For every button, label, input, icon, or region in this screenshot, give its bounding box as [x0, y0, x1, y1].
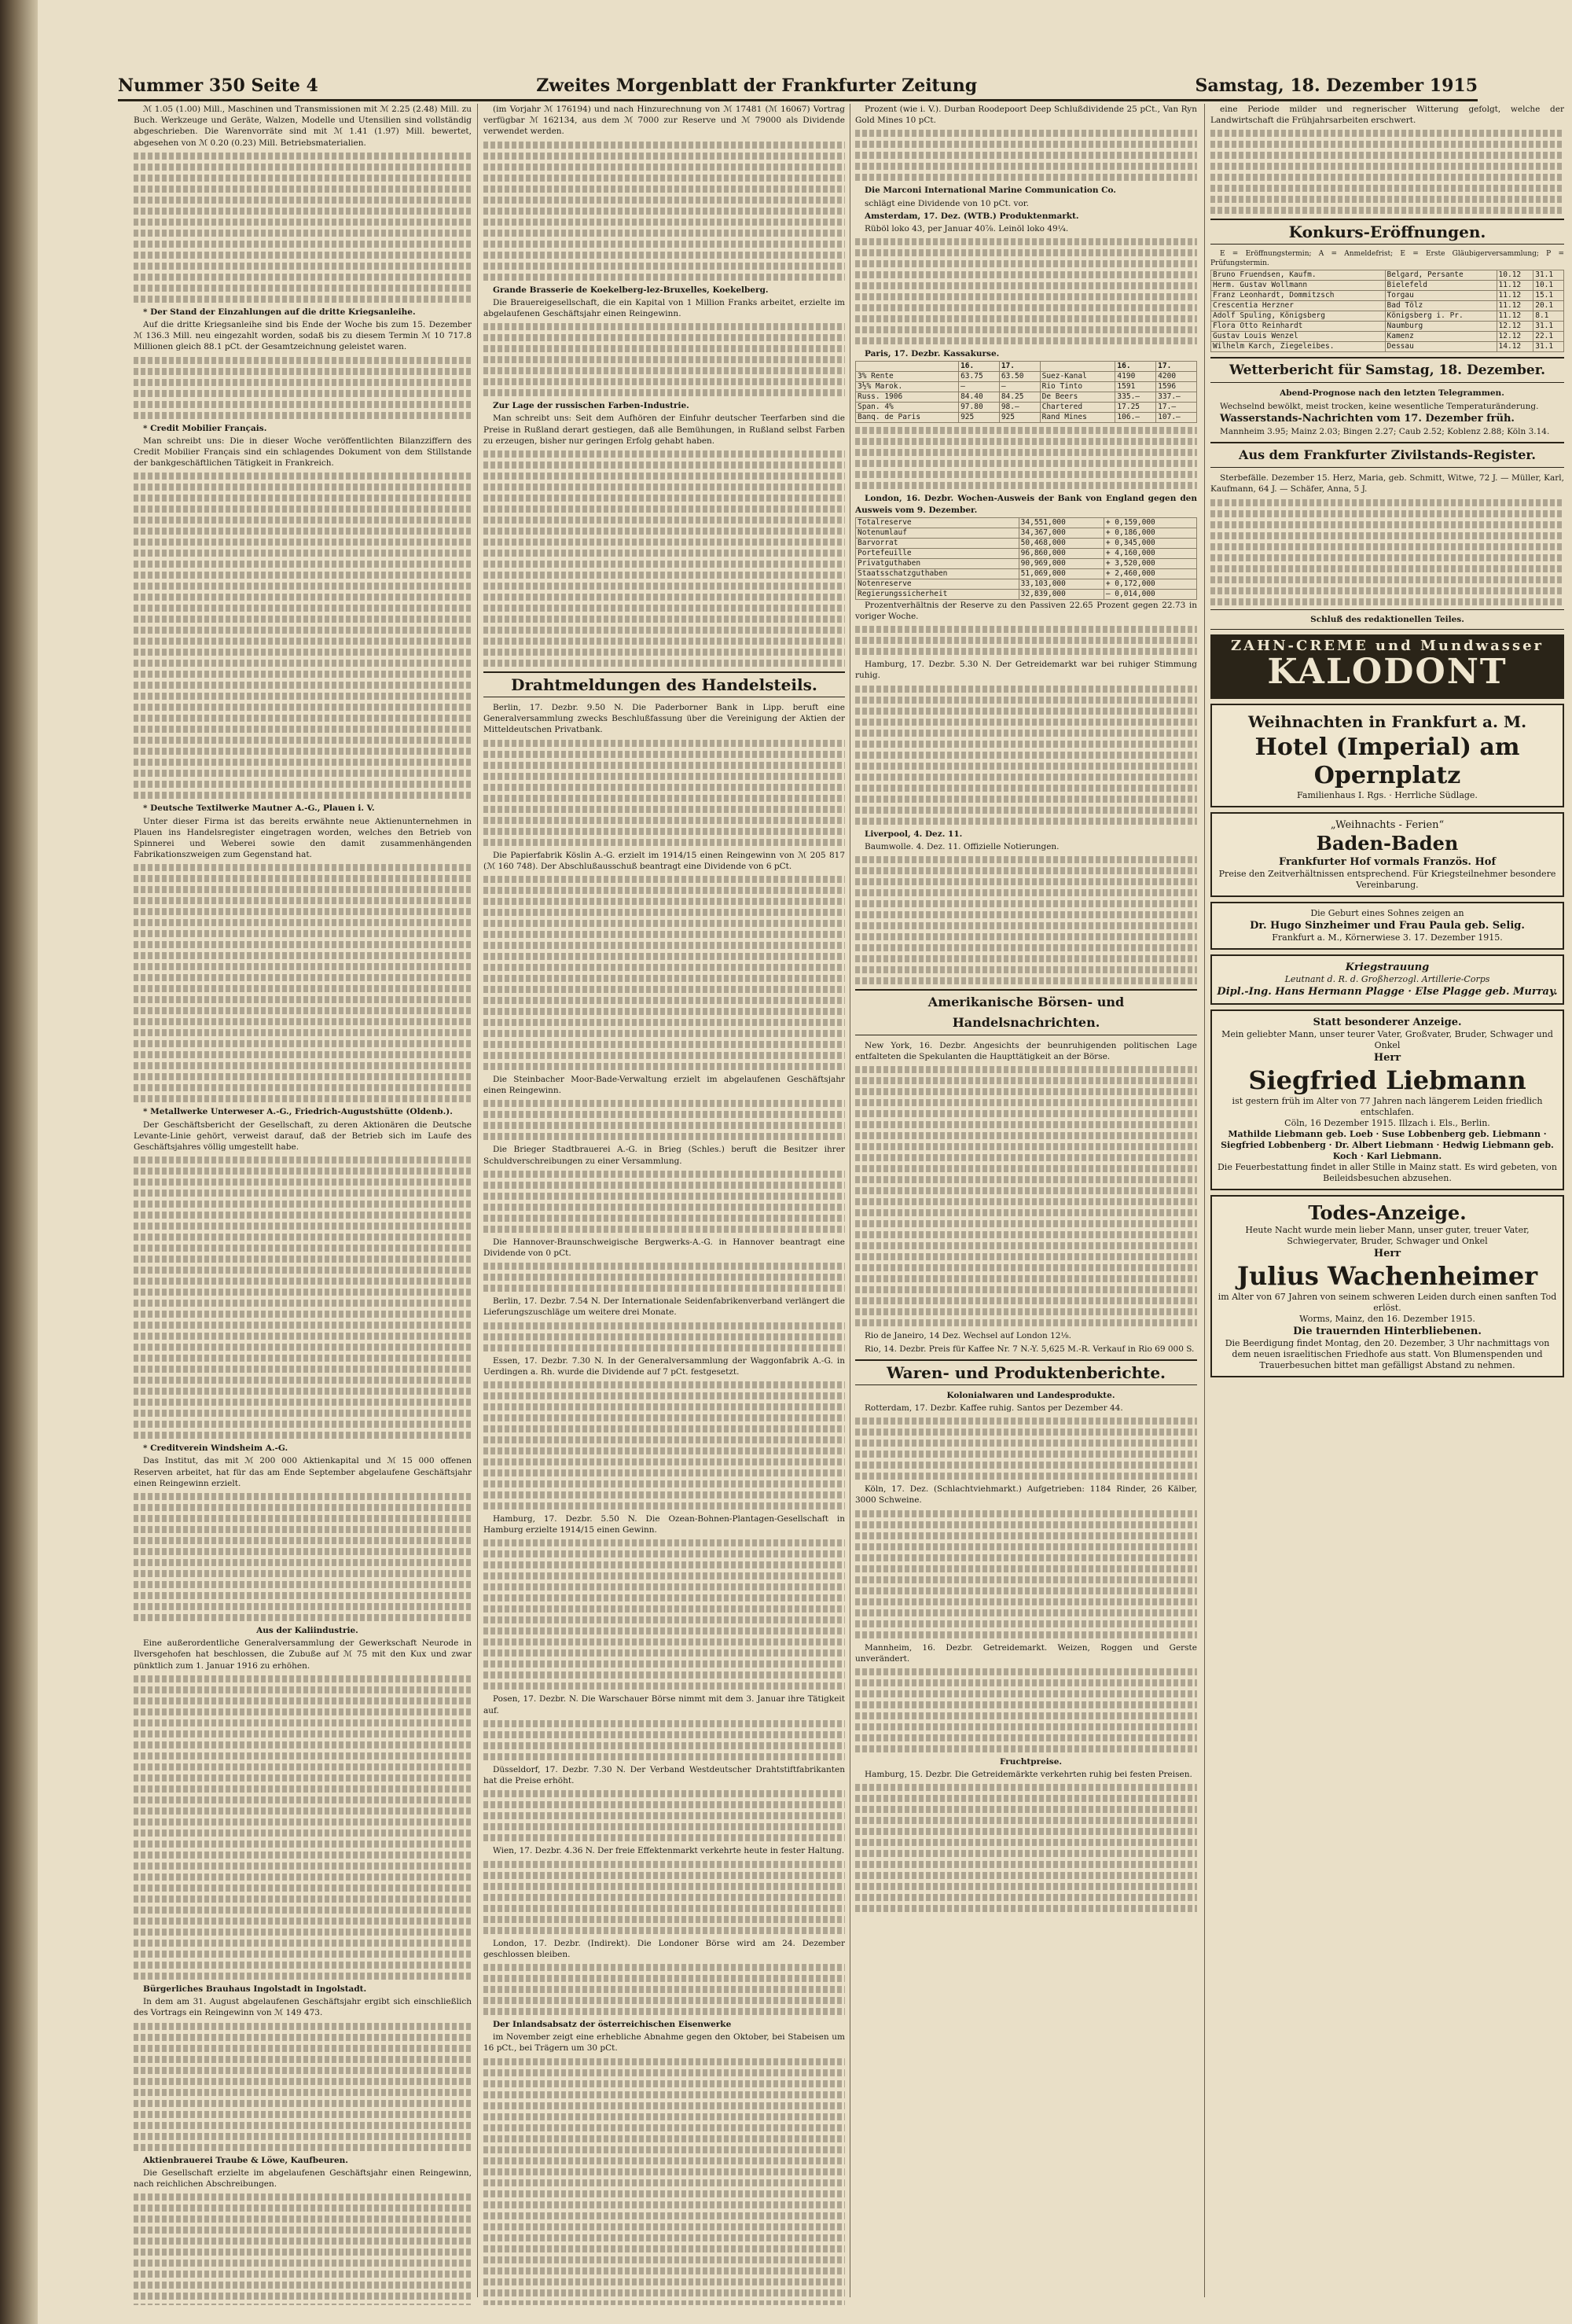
table-header-cell: 17. [1156, 362, 1197, 372]
article-text: Die Brieger Stadtbrauerei A.-G. in Brieg (Schles.) beruft die Besitzer ihrer Schuldverschreibungen zu einer Versammlung. [483, 1145, 845, 1166]
table-cell: 4190 [1115, 372, 1156, 382]
column-rule [477, 104, 478, 2297]
section-heading: Amerikanische Börsen- und Handelsnachrichten. [855, 989, 1197, 1035]
section-heading: Drahtmeldungen des Handelsteils. [483, 671, 845, 697]
table-cell: 98.— [999, 403, 1040, 413]
article-text: Rio de Janeiro, 14 Dez. Wechsel auf London 12⅛. [865, 1331, 1071, 1341]
table-cell: 10.12 [1497, 270, 1533, 281]
article-text: schlägt eine Dividende von 10 pCt. vor. [865, 198, 1030, 208]
text-block [483, 1790, 845, 1841]
table-cell: Russ. 1906 [856, 392, 959, 403]
text-block [134, 1493, 472, 1621]
table-cell: Privatguthaben [856, 558, 1019, 568]
article-text: Das Institut, das mit ℳ 200 000 Aktienkapital und ℳ 15 000 offenen Reserven arbeitet, hat für das am Ende September abgelaufene Geschäftsjahr einen Reingewinn erzielt. [134, 1456, 472, 1488]
table-cell: 8.1 [1533, 311, 1564, 322]
hotel-ad-title: Weihnachten in Frankfurt a. M. [1247, 712, 1527, 732]
birth-intro: Die Geburt eines Sohnes zeigen an [1310, 908, 1464, 919]
table-row [1211, 301, 1564, 311]
civil-register-heading: Aus dem Frankfurter Zivilstands-Register. [1210, 442, 1564, 468]
article-text: Die Brauereigesellschaft, die ein Kapital von 1 Million Franks arbeitet, erzielte im abgelaufenen Geschäftsjahr einen Reingewinn. [483, 297, 845, 319]
table-cell: 1596 [1156, 382, 1197, 392]
table-cell: 31.1 [1533, 270, 1564, 281]
table-header-cell: 17. [999, 362, 1040, 372]
table-cell: 10.1 [1533, 281, 1564, 291]
text-block [483, 1720, 845, 1760]
article-text: Die Steinbacher Moor-Bade-Verwaltung erzielt im abgelaufenen Geschäftsjahr einen Reingewinn. [483, 1075, 845, 1096]
obituary-intro: Heute Nacht wurde mein lieber Mann, unser guter, treuer Vater, Schwiegervater, Bruder, Schwager und Onkel [1245, 1225, 1530, 1247]
text-block [855, 856, 1197, 984]
table-row [1211, 270, 1564, 281]
table-cell: 17.25 [1115, 403, 1156, 413]
text-block [855, 130, 1197, 181]
table-cell: 31.1 [1533, 322, 1564, 332]
table-cell: 12.12 [1497, 332, 1533, 342]
table-cell: 34,551,000 [1019, 517, 1104, 528]
table-cell: Barvorrat [856, 538, 1019, 548]
table-row [856, 589, 1197, 599]
water-heading: Wasserstands-Nachrichten vom 17. Dezember früh. [1220, 412, 1515, 425]
article-text: im November zeigt eine erhebliche Abnahme gegen den Oktober, bei Stabeisen um 16 pCt., bei Trägern um 30 pCt. [483, 2032, 845, 2054]
table-cell: Herm. Gustav Wollmann [1211, 281, 1386, 291]
text-block [855, 1668, 1197, 1752]
table-row [856, 538, 1197, 548]
article-text: London, 17. Dezbr. (Indirekt). Die Londoner Börse wird am 24. Dezember geschlossen bleiben. [483, 1938, 845, 1959]
obituary-text: ist gestern früh im Alter von 77 Jahren nach längerem Leiden friedlich entschlafen. [1232, 1096, 1543, 1118]
text-block [483, 1322, 845, 1351]
table-cell: Staatsschatzguthaben [856, 568, 1019, 579]
table-cell: + 0,186,000 [1104, 528, 1196, 538]
table-header-cell: 16. [1115, 362, 1156, 372]
table-row [1211, 322, 1564, 332]
article-text: (im Vorjahr ℳ 176194) und nach Hinzurechnung von ℳ 17481 (ℳ 16067) Vortrag verfügbar ℳ 162134, aus dem ℳ 7000 zur Reserve und ℳ 79000 als Dividende verwendet werden. [483, 105, 845, 137]
table-cell: 11.12 [1497, 291, 1533, 301]
hotel-ad [1210, 704, 1564, 807]
article-heading: Der Inlandsabsatz der österreichischen Eisenwerke [493, 2019, 732, 2029]
obituary-wachenheimer [1210, 1195, 1564, 1377]
table-row [856, 548, 1197, 558]
table-cell: Rand Mines [1040, 413, 1115, 423]
text-block [855, 1418, 1197, 1480]
obituary-foot: Die Feuerbestattung findet in aller Stille in Mainz statt. Es wird gebeten, von Beileidsbesuchen abzusehen. [1217, 1162, 1558, 1184]
table-cell: Chartered [1040, 403, 1115, 413]
article-text: In dem am 31. August abgelaufenen Geschäftsjahr ergibt sich einschließlich des Vortrags ein Reingewinn von ℳ 149 473. [134, 1997, 472, 2018]
table-cell: — [999, 382, 1040, 392]
masthead-title: Zweites Morgenblatt der Frankfurter Zeitung [536, 75, 978, 96]
table-cell: 1591 [1115, 382, 1156, 392]
article-text: Berlin, 17. Dezbr. 7.54 N. Der Internationale Seidenfabrikenverband verlängert die Lieferungszuschläge um weitere drei Monate. [483, 1296, 845, 1318]
text-block [483, 876, 845, 1070]
table-cell: Totalreserve [856, 517, 1019, 528]
wedding-title: Kriegstrauung [1345, 962, 1430, 974]
article-heading: Kolonialwaren und Landesprodukte. [946, 1390, 1115, 1400]
table-cell: 31.1 [1533, 342, 1564, 352]
text-block [855, 626, 1197, 655]
table-cell: Adolf Spuling, Königsberg [1211, 311, 1386, 322]
article-text: Hamburg, 15. Dezbr. Die Getreidemärkte verkehrten ruhig bei festen Preisen. [865, 1770, 1192, 1780]
article-heading: Bürgerliches Brauhaus Ingolstadt in Ingolstadt. [143, 1984, 367, 1994]
obituary-heading: Statt besonderer Anzeige. [1313, 1017, 1462, 1029]
table-cell: 337.— [1156, 392, 1197, 403]
birth-place: Frankfurt a. M., Körnerwiese 3. 17. Dezember 1915. [1272, 932, 1503, 943]
text-block [134, 2193, 472, 2305]
article-heading: Grande Brasserie de Koekelberg-lez-Bruxelles, Koekelberg. [493, 285, 769, 295]
table-cell: Notenreserve [856, 579, 1019, 589]
table-cell: Gustav Louis Wenzel [1211, 332, 1386, 342]
table-cell: Crescentia Herzner [1211, 301, 1386, 311]
table-row [1211, 311, 1564, 322]
weather-heading: Wetterbericht für Samstag, 18. Dezember. [1210, 357, 1564, 383]
table-cell: 106.— [1115, 413, 1156, 423]
table-cell: 63.75 [959, 372, 1000, 382]
table-cell: 12.12 [1497, 322, 1533, 332]
text-block [134, 473, 472, 799]
article-text: Köln, 17. Dez. (Schlachtviehmarkt.) Aufgetrieben: 1184 Rinder, 26 Kälber, 3000 Schweine. [855, 1484, 1197, 1506]
kalodont-ad [1210, 634, 1564, 699]
obituary-name: Julius Wachenheimer [1236, 1261, 1538, 1292]
text-block [855, 427, 1197, 489]
table-cell: Torgau [1385, 291, 1497, 301]
article-text: Rüböl loko 43, per Januar 40⅞. Leinöl loko 49¼. [865, 224, 1069, 234]
table-cell: 15.1 [1533, 291, 1564, 301]
table-cell: Naumburg [1385, 322, 1497, 332]
table-cell: 32,839,000 [1019, 589, 1104, 599]
table-cell: Kamenz [1385, 332, 1497, 342]
table-row [856, 517, 1197, 528]
table-cell: Bad Tölz [1385, 301, 1497, 311]
article-heading: * Metallwerke Unterweser A.-G., Friedrich-Augustshütte (Oldenb.). [143, 1107, 453, 1117]
article-heading: Paris, 17. Dezbr. Kassakurse. [865, 349, 1000, 359]
table-cell: Rio Tinto [1040, 382, 1115, 392]
table-header-cell [1040, 362, 1115, 372]
table-cell: 34,367,000 [1019, 528, 1104, 538]
obituary-sign: Die trauernden Hinterbliebenen. [1293, 1326, 1482, 1338]
table-row [856, 403, 1197, 413]
table-cell: 51,069,000 [1019, 568, 1104, 579]
baden-hotel: Frankfurter Hof vormals Französ. Hof [1278, 856, 1497, 869]
column-1 [134, 104, 472, 2305]
table-cell: Bielefeld [1385, 281, 1497, 291]
table-row [1211, 342, 1564, 352]
wedding-announcement [1210, 954, 1564, 1005]
article-heading: * Creditverein Windsheim A.-G. [143, 1443, 288, 1454]
table-cell: 22.1 [1533, 332, 1564, 342]
article-heading: Die Marconi International Marine Communication Co. [865, 186, 1116, 196]
article-text: Prozentverhältnis der Reserve zu den Passiven 22.65 Prozent gegen 22.73 in voriger Woche. [855, 600, 1197, 622]
table-cell: Banq. de Paris [856, 413, 959, 423]
table-cell: Suez-Kanal [1040, 372, 1115, 382]
table-row [1211, 281, 1564, 291]
hotel-name: Hotel (Imperial) am Opernplatz [1254, 734, 1520, 790]
article-heading: * Der Stand der Einzahlungen auf die dritte Kriegsanleihe. [143, 307, 416, 317]
article-text: Hamburg, 17. Dezbr. 5.50 N. Die Ozean-Bohnen-Plantagen-Gesellschaft in Hamburg erzielte 1914/15 einen Gewinn. [483, 1514, 845, 1535]
table-row [856, 392, 1197, 403]
text-block [483, 323, 845, 396]
table-cell: 4200 [1156, 372, 1197, 382]
birth-names: Dr. Hugo Sinzheimer und Frau Paula geb. Selig. [1250, 920, 1525, 932]
table-cell: — 0,014,000 [1104, 589, 1196, 599]
table-cell: 96,860,000 [1019, 548, 1104, 558]
text-block [483, 1381, 845, 1509]
article-text: Der Geschäftsbericht der Gesellschaft, zu deren Aktionären die Deutsche Levante-Linie gehört, verweist darauf, daß der Betrieb sich im Laufe des Geschäftsjahres völlig umgestellt habe. [134, 1120, 472, 1153]
birth-announcement [1210, 902, 1564, 950]
table-row [856, 413, 1197, 423]
weather-text: Wechselnd bewölkt, meist trocken, keine wesentliche Temperaturänderung. [1220, 401, 1539, 411]
table-cell: Bruno Fruendsen, Kaufm. [1211, 270, 1386, 281]
article-text: Wien, 17. Dezbr. 4.36 N. Der freie Effektenmarkt verkehrte heute in fester Haltung. [493, 1846, 845, 1856]
table-cell: 90,969,000 [1019, 558, 1104, 568]
obituary-name: Siegfried Liebmann [1248, 1065, 1526, 1096]
article-text: Die Papierfabrik Köslin A.-G. erzielt im 1914/15 einen Reingewinn von ℳ 205 817 (ℳ 160 748). Der Abschlußausschuß beantragt eine Dividende von 6 pCt. [483, 850, 845, 871]
obituary-text: im Alter von 67 Jahren von seinem schweren Leiden durch einen sanften Tod erlöst. [1218, 1292, 1557, 1314]
masthead-date: Samstag, 18. Dezember 1915 [1195, 75, 1478, 96]
table-cell: Königsberg i. Pr. [1385, 311, 1497, 322]
text-block [483, 1171, 845, 1233]
masthead-issue: Nummer 350 Seite 4 [118, 75, 318, 96]
obituary-place: Cöln, 16 Dezember 1915. Illzach i. Els., Berlin. [1284, 1118, 1490, 1129]
article-text: Die Gesellschaft erzielte im abgelaufenen Geschäftsjahr einen Reingewinn, nach reichlichen Abschreibungen. [134, 2168, 472, 2189]
text-block [134, 153, 472, 303]
obituary-foot: Die Beerdigung findet Montag, den 20. Dezember, 3 Uhr nachmittags von dem neuen israelitischen Friedhofe aus statt. Von Blumenspenden und Trauerbesuchen bittet man gefälligst Abstand zu nehmen. [1225, 1338, 1550, 1371]
column-2 [483, 104, 845, 2305]
table-cell: Franz Leonhardt, Dommitzsch [1211, 291, 1386, 301]
hotel-sub: Familienhaus I. Rgs. · Herrliche Südlage. [1297, 790, 1478, 801]
section-heading: Konkurs-Eröffnungen. [1210, 219, 1564, 245]
article-text: Unter dieser Firma ist das bereits erwähnte neue Aktienunternehmen in Plauen ins Handelsregister eingetragen worden, welches den Betrieb von Spinnerei und Weberei sowie den damit zusammenhängenden Fabrikationszweigen zum Gegenstand hat. [134, 816, 472, 860]
weather-subheading: Abend-Prognose nach den letzten Telegrammen. [1280, 388, 1504, 399]
article-text: ℳ 1.05 (1.00) Mill., Maschinen und Transmissionen mit ℳ 2.25 (2.48) Mill. zu Buch. Werkzeuge und Geräte, Walzen, Modelle und Utensilien sind vollständig abgeschrieben. Die Warenvorräte sind mit ℳ 1.41 (1.97) Mill. bewertet, abgesehen von ℳ 0.20 (0.23) Mill. Betriebsmaterialien. [134, 105, 472, 148]
article-text: Hamburg, 17. Dezbr. 5.30 N. Der Getreidemarkt war bei ruhiger Stimmung ruhig. [855, 660, 1197, 681]
table-row [1211, 291, 1564, 301]
text-block [483, 740, 845, 846]
baden-tagline: „Weihnachts - Ferien“ [1330, 819, 1445, 832]
article-heading: Aus der Kaliindustrie. [256, 1626, 358, 1636]
table-cell: Dessau [1385, 342, 1497, 352]
table-cell: 3½% Marok. [856, 382, 959, 392]
article-text: Eine außerordentliche Generalversammlung der Gewerkschaft Neurode in Ilversgehofen hat beschlossen, die Zubuße auf ℳ 75 mit den Kux und zwar pünktlich zum 1. Januar 1916 zu erhöhen. [134, 1638, 472, 1671]
kalodont-brand: KALODONT [1267, 652, 1508, 693]
end-editorial-line: Schluß des redaktionellen Teiles. [1310, 614, 1464, 624]
column-3 [855, 104, 1197, 2305]
article-text: Baumwolle. 4. Dez. 11. Offizielle Notierungen. [865, 841, 1060, 851]
table-header-cell [856, 362, 959, 372]
text-block [134, 357, 472, 419]
text-block [483, 1100, 845, 1140]
article-heading: Aktienbrauerei Traube & Löwe, Kaufbeuren. [143, 2155, 348, 2165]
article-heading: Zur Lage der russischen Farben-Industrie. [493, 401, 689, 411]
article-text: Rio, 14. Dezbr. Preis für Kaffee Nr. 7 N.-Y. 5,625 M.-R. Verkauf in Rio 69 000 S. [865, 1344, 1195, 1354]
article-heading: Amsterdam, 17. Dez. (WTB.) Produktenmarkt. [865, 211, 1079, 221]
table-cell: 63.50 [999, 372, 1040, 382]
table-cell: Notenumlauf [856, 528, 1019, 538]
wedding-line: Leutnant d. R. d. Großherzogl. Artillerie-Corps [1284, 974, 1490, 985]
text-block [483, 1964, 845, 2015]
text-block [483, 142, 845, 281]
table-cell: Flora Otto Reinhardt [1211, 322, 1386, 332]
obituary-herr: Herr [1373, 1248, 1401, 1260]
article-text: eine Periode milder und regnerischer Witterung gefolgt, welche der Landwirtschaft die Frühjahrsarbeiten erschwert. [1210, 105, 1564, 126]
table-cell: + 4,160,000 [1104, 548, 1196, 558]
article-text: Düsseldorf, 17. Dezbr. 7.30 N. Der Verband Westdeutscher Drahtstiftfabrikanten hat die Preise erhöht. [483, 1764, 845, 1786]
article-heading: London, 16. Dezbr. Wochen-Ausweis der Bank von England gegen den Ausweis vom 9. Dezember. [855, 494, 1197, 515]
water-text: Mannheim 3.95; Mainz 2.03; Bingen 2.27; Caub 2.52; Koblenz 2.88; Köln 3.14. [1220, 427, 1550, 437]
table-cell: + 0,172,000 [1104, 579, 1196, 589]
table-cell: Belgard, Persante [1385, 270, 1497, 281]
table-cell: Wilhelm Karch, Ziegeleibes. [1211, 342, 1386, 352]
civil-register-text: Sterbefälle. Dezember 15. Herz, Maria, geb. Schmitt, Witwe, 72 J. — Müller, Karl, Kaufmann, 64 J. — Schäfer, Anna, 5 J. [1210, 473, 1564, 495]
table-cell: 33,103,000 [1019, 579, 1104, 589]
text-block [1210, 499, 1564, 605]
table-cell: 20.1 [1533, 301, 1564, 311]
kalodont-tagline: ZAHN-CREME und Mundwasser [1230, 637, 1544, 654]
paris-quotes-table [855, 361, 1197, 423]
text-block [483, 450, 845, 667]
table-cell: 97.80 [959, 403, 1000, 413]
table-cell: 107.— [1156, 413, 1197, 423]
table-row [856, 528, 1197, 538]
text-block [855, 1784, 1197, 1912]
bank-of-england-table [855, 517, 1197, 600]
column-rule [1204, 104, 1205, 2297]
table-cell: 11.12 [1497, 281, 1533, 291]
table-cell: + 2,460,000 [1104, 568, 1196, 579]
article-text: Berlin, 17. Dezbr. 9.50 N. Die Paderborner Bank in Lipp. beruft eine Generalversammlung zwecks Beschlußfassung über die Vereinigung der Aktien der Mitteldeutschen Privatbank. [483, 703, 845, 735]
article-text: Posen, 17. Dezbr. N. Die Warschauer Börse nimmt mit dem 3. Januar ihre Tätigkeit auf. [483, 1694, 845, 1715]
table-cell: + 0,159,000 [1104, 517, 1196, 528]
obituary-place: Worms, Mainz, den 16. Dezember 1915. [1299, 1314, 1475, 1325]
table-cell: Span. 4% [856, 403, 959, 413]
article-text: Rotterdam, 17. Dezbr. Kaffee ruhig. Santos per Dezember 44. [865, 1403, 1123, 1414]
table-cell: + 0,345,000 [1104, 538, 1196, 548]
table-cell: 84.25 [999, 392, 1040, 403]
table-row [856, 558, 1197, 568]
column-4 [1210, 104, 1564, 2305]
text-block [483, 2058, 845, 2305]
obituary-liebmann [1210, 1009, 1564, 1190]
article-text: Mannheim, 16. Dezbr. Getreidemarkt. Weizen, Roggen und Gerste unverändert. [855, 1642, 1197, 1664]
obituary-herr: Herr [1373, 1052, 1401, 1065]
article-text: Man schreibt uns: Die in dieser Woche veröffentlichten Bilanzziffern des Credit Mobilier Français sind ein schlagendes Dokument von dem Stillstande der bankgeschäftlichen Tätigkeit in Frankreich. [134, 436, 472, 469]
baden-city: Baden-Baden [1316, 832, 1459, 855]
book-binding [0, 0, 38, 2324]
table-cell: Regierungssicherheit [856, 589, 1019, 599]
table-cell: — [959, 382, 1000, 392]
article-text: Essen, 17. Dezbr. 7.30 N. In der Generalversammlung der Waggonfabrik A.-G. in Uerdingen a. Rh. wurde die Dividende auf 7 pCt. festgesetzt. [483, 1355, 845, 1377]
wedding-names: Dipl.-Ing. Hans Hermann Plagge · Else Plagge geb. Murray. [1217, 986, 1558, 998]
baden-text: Preise den Zeitverhältnissen entsprechend. Für Kriegsteilnehmer besondere Vereinbarung. [1218, 869, 1556, 891]
article-text: New York, 16. Dezbr. Angesichts der beunruhigenden politischen Lage entfalteten die Spekulanten die Haupttätigkeit an der Börse. [855, 1041, 1197, 1062]
article-text: Man schreibt uns: Seit dem Aufhören der Einfuhr deutscher Teerfarben sind die Preise in Rußland derart gestiegen, daß alle Bemühungen, in Rußland selbst Farben zu erzeugen, bisher nur geringen Erfolg gehabt haben. [483, 414, 845, 446]
table-cell: Portefeuille [856, 548, 1019, 558]
article-text: Prozent (wie i. V.). Durban Roodepoort Deep Schlußdividende 25 pCt., Van Ryn Gold Mines 10 pCt. [855, 105, 1197, 126]
text-block [855, 686, 1197, 825]
table-cell: De Beers [1040, 392, 1115, 403]
obituary-heading: Todes-Anzeige. [1308, 1201, 1467, 1225]
table-cell: 925 [999, 413, 1040, 423]
table-row [856, 372, 1197, 382]
table-row [856, 579, 1197, 589]
article-heading: Liverpool, 4. Dez. 11. [865, 829, 963, 839]
text-block [855, 238, 1197, 344]
obituary-family: Mathilde Liebmann geb. Loeb · Suse Lobbenberg geb. Liebmann · Siegfried Lobbenberg · Dr. Albert Liebmann · Hedwig Liebmann geb. Koch · Karl Liebmann. [1221, 1129, 1554, 1162]
text-block [134, 2023, 472, 2151]
baden-baden-ad [1210, 812, 1564, 897]
obituary-intro: Mein geliebter Mann, unser teurer Vater, Großvater, Bruder, Schwager und Onkel [1221, 1029, 1553, 1051]
text-block [855, 1066, 1197, 1326]
table-cell: 925 [959, 413, 1000, 423]
section-heading: Waren- und Produktenberichte. [855, 1359, 1197, 1385]
text-block [134, 1156, 472, 1439]
table-cell: + 3,520,000 [1104, 558, 1196, 568]
text-block [1210, 130, 1564, 214]
konkurs-legend: E = Eröffnungstermin; A = Anmeldefrist; E = Erste Gläubigerversammlung; P = Prüfungstermin. [1210, 250, 1564, 268]
table-cell: 17.— [1156, 403, 1197, 413]
text-block [134, 1675, 472, 1980]
text-block [483, 1263, 845, 1292]
table-row [856, 382, 1197, 392]
konkurs-table [1210, 270, 1564, 352]
table-cell: 335.— [1115, 392, 1156, 403]
table-cell: 3% Rente [856, 372, 959, 382]
text-block [483, 1861, 845, 1934]
table-row [856, 568, 1197, 579]
article-heading: * Deutsche Textilwerke Mautner A.-G., Plauen i. V. [143, 803, 375, 814]
table-cell: 50,468,000 [1019, 538, 1104, 548]
article-text: Die Hannover-Braunschweigische Bergwerks-A.-G. in Hannover beantragt eine Dividende von 0 pCt. [483, 1237, 845, 1259]
masthead [118, 64, 1478, 101]
table-cell: 84.40 [959, 392, 1000, 403]
table-cell: 11.12 [1497, 301, 1533, 311]
article-heading: Fruchtpreise. [999, 1757, 1063, 1767]
text-block [483, 1539, 845, 1690]
text-block [134, 864, 472, 1102]
text-block [855, 1510, 1197, 1638]
table-cell: 11.12 [1497, 311, 1533, 322]
table-row [1211, 332, 1564, 342]
table-cell: 14.12 [1497, 342, 1533, 352]
article-text: Auf die dritte Kriegsanleihe sind bis Ende der Woche bis zum 15. Dezember ℳ 136.3 Mill. neu eingezahlt worden, sodaß bis zu diesem Termin ℳ 10 717.8 Millionen gleich 88.1 pCt. der Gesamtzeichnung geleistet waren. [134, 320, 472, 352]
article-heading: * Credit Mobilier Français. [143, 423, 267, 433]
table-header-cell: 16. [959, 362, 1000, 372]
